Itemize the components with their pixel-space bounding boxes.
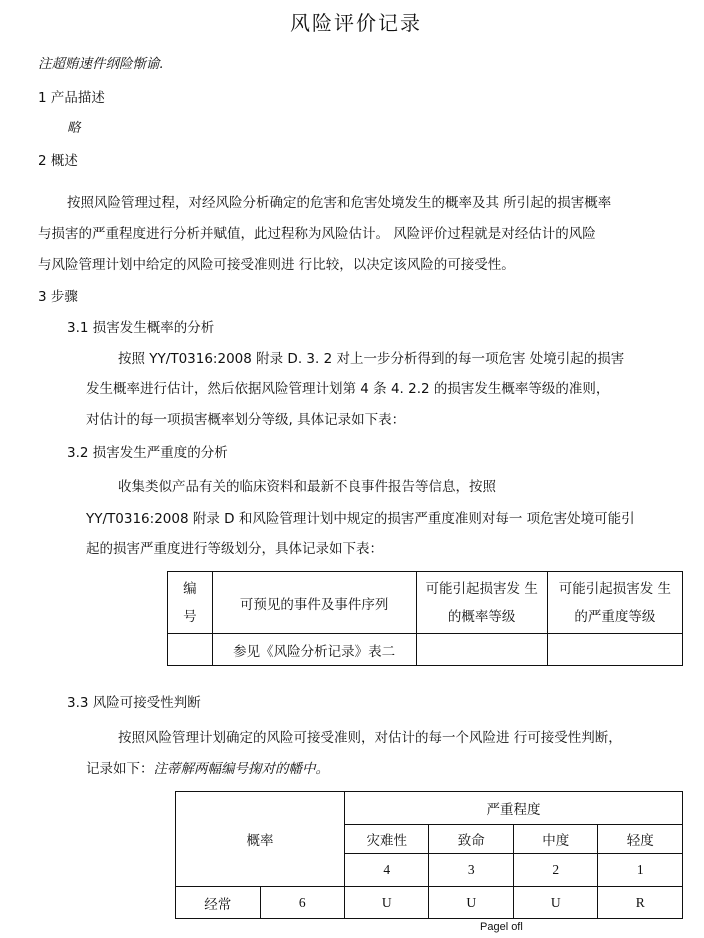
table-cell	[416, 634, 547, 666]
col-sev-line2: 的严重度等级	[574, 608, 656, 625]
severity-level: 3	[429, 854, 514, 887]
risk-cell: U	[513, 887, 598, 919]
section-3-1-heading: 3.1 损害发生概率的分析	[67, 320, 215, 336]
section-3-heading: 3 步骤	[38, 289, 78, 305]
section-2-line: 与风险管理计划中给定的风险可接受准则进 行比较，以决定该风险的可接受性。	[38, 257, 515, 273]
severity-level: 2	[513, 854, 598, 887]
table-row	[176, 887, 683, 919]
section-3-3-line	[86, 760, 329, 778]
probability-header: 概率	[176, 792, 345, 887]
risk-cell: U	[429, 887, 514, 919]
section-3-2-line: YY/T0316:2008 附录 D 和风险管理计划中规定的损害严重度准则对每一 项危害处境可能引	[86, 511, 635, 527]
col-prob-line1: 可能引起损害发 生	[425, 580, 538, 597]
severity-header: 严重程度	[344, 792, 682, 825]
col-no-line1: 编	[183, 580, 197, 597]
section-3-2-line: 收集类似产品有关的临床资料和最新不良事件报告等信息，按照	[118, 479, 496, 495]
section-1-heading: 1 产品描述	[38, 90, 105, 106]
col-sev-header	[547, 572, 682, 634]
section-3-1-line: 按照 YY/T0316:2008 附录 D. 3. 2 对上一步分析得到的每一项危害 处境引起的损害	[118, 351, 625, 367]
severity-label: 中度	[513, 825, 598, 854]
probability-label: 经常	[176, 887, 261, 919]
section-2-heading: 2 概述	[38, 153, 78, 169]
section-3-3-note: 注蒂解两幅编号掬对的幡中。	[153, 761, 329, 777]
col-events-header: 可预见的事件及事件序列	[212, 572, 416, 634]
col-no-line2: 号	[183, 608, 197, 625]
severity-label: 致命	[429, 825, 514, 854]
section-2-line: 按照风险管理过程，对经风险分析确定的危害和危害处境发生的概率及其 所引起的损害概率	[67, 195, 612, 211]
probability-level: 6	[260, 887, 344, 919]
col-prob-line2: 的概率等级	[447, 608, 516, 625]
section-2-line: 与损害的严重程度进行分析并赋值，此过程称为风险估计。 风险评价过程就是对经估计的风险	[38, 226, 596, 242]
section-3-2-line: 起的损害严重度进行等级划分，具体记录如下表：	[86, 541, 383, 557]
risk-cell: U	[344, 887, 429, 919]
risk-matrix-table	[175, 791, 683, 919]
severity-label: 轻度	[598, 825, 683, 854]
col-prob-header	[416, 572, 547, 634]
page-title: 风险评价记录	[290, 11, 422, 35]
section-3-1-line: 对估计的每一项损害概率划分等级, 具体记录如下表：	[86, 412, 406, 428]
table-cell	[168, 634, 213, 666]
top-note: 注超贿速件纲险惭谕.	[38, 56, 164, 72]
section-3-3-heading: 3.3 风险可接受性判断	[67, 695, 201, 711]
section-1-body: 略	[67, 120, 81, 136]
section-3-3-line-prefix: 记录如下：	[86, 761, 154, 777]
risk-cell: R	[598, 887, 683, 919]
section-3-3-line: 按照风险管理计划确定的风险可接受准则，对估计的每一个风险进 行可接受性判断，	[118, 730, 622, 746]
severity-label: 灾难性	[344, 825, 429, 854]
col-sev-line1: 可能引起损害发 生	[558, 580, 672, 597]
page-footer: Pagel ofl	[480, 921, 523, 933]
table-cell-events: 参见《风险分析记录》表二	[212, 634, 416, 666]
col-no-header	[168, 572, 213, 634]
severity-level: 4	[344, 854, 429, 887]
section-3-1-line: 发生概率进行估计，然后依据风险管理计划第 4 条 4. 2.2 的损害发生概率等级的准则，	[86, 381, 610, 397]
section-3-2-heading: 3.2 损害发生严重度的分析	[67, 445, 228, 461]
table-cell	[547, 634, 682, 666]
severity-level: 1	[598, 854, 683, 887]
hazard-table	[167, 571, 683, 666]
